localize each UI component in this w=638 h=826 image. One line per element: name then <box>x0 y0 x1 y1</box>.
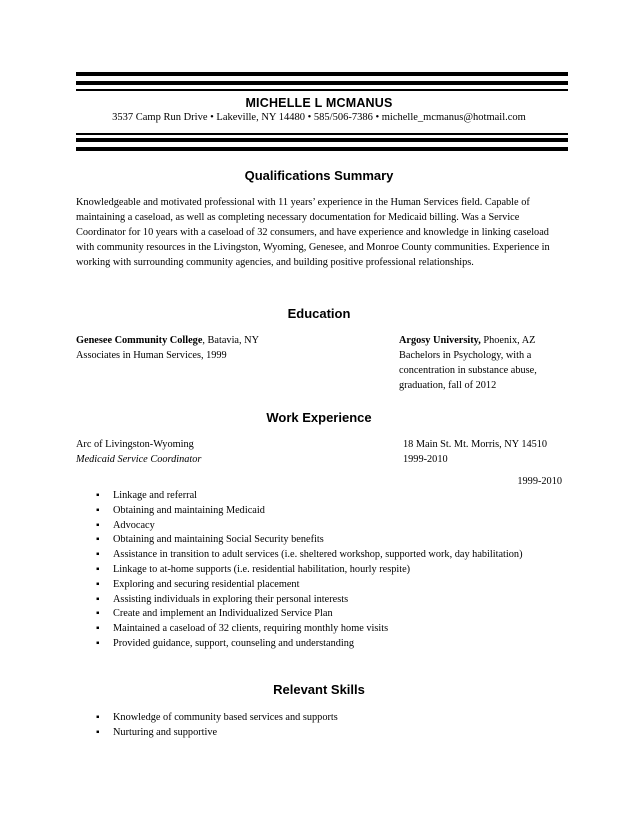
list-item: ▪ Assistance in transition to adult services (i.e. sheltered workshop, supported work, day habilitation) <box>96 548 523 563</box>
list-item: ▪ Assisting individuals in exploring their personal interests <box>96 593 523 608</box>
university-location: Phoenix, AZ <box>480 335 536 346</box>
candidate-name: MICHELLE L MCMANUS <box>245 96 393 110</box>
bottom-rule-thick <box>76 138 568 142</box>
list-item: ▪ Advocacy <box>96 519 523 534</box>
college-name: Genesee Community College <box>76 335 203 346</box>
skills-bullets <box>96 711 338 741</box>
employment-dates: 1999-2010 <box>403 454 448 465</box>
work-bullets <box>96 489 523 652</box>
university-name: Argosy University, <box>399 335 481 346</box>
university-degree-line: Bachelors in Psychology, with a <box>399 350 532 361</box>
employer-address-block <box>403 437 547 467</box>
list-item: ▪ Knowledge of community based services and supports <box>96 711 338 726</box>
qualifications-text: Knowledgeable and motivated professional with 11 years’ experience in the Human Services field. Capable of maintaining a caseload, as well as completing necessary documentation for Medicaid billing. Was a Service Coordinator for 10 years with a caseload of 32 consumers, and have experience and knowledge in linking caseload with community resources in the Livingston, Wyoming, Genesee, and Monroe County communities. Experience in working with surrounding community agencies, and building positive professional relationships. <box>76 197 550 268</box>
skills-heading: Relevant Skills <box>273 682 365 697</box>
university-degree-line: graduation, fall of 2012 <box>399 380 497 391</box>
top-rule-thick <box>76 72 568 76</box>
employer-name: Arc of Livingston-Wyoming <box>76 439 194 450</box>
employer-address: 18 Main St. Mt. Morris, NY 14510 <box>403 439 548 450</box>
list-item: ▪ Linkage and referral <box>96 489 523 504</box>
education-right <box>399 333 537 393</box>
top-rule-thin <box>76 89 568 91</box>
list-item: ▪ Create and implement an Individualized Service Plan <box>96 607 523 622</box>
list-item: ▪ Nurturing and supportive <box>96 726 338 741</box>
education-left <box>76 333 259 363</box>
top-rule-thick-2 <box>76 81 568 85</box>
job-title: Medicaid Service Coordinator <box>76 454 202 465</box>
work-heading: Work Experience <box>266 410 372 425</box>
education-heading: Education <box>287 306 351 321</box>
bottom-rule-thin <box>76 133 568 135</box>
list-item: ▪ Provided guidance, support, counseling and understanding <box>96 637 523 652</box>
list-item: ▪ Linkage to at-home supports (i.e. residential habilitation, hourly respite) <box>96 563 523 578</box>
list-item: ▪ Obtaining and maintaining Social Security benefits <box>96 533 523 548</box>
list-item: ▪ Obtaining and maintaining Medicaid <box>96 504 523 519</box>
employer-block <box>76 437 201 467</box>
list-item: ▪ Maintained a caseload of 32 clients, requiring monthly home visits <box>96 622 523 637</box>
college-degree: Associates in Human Services, 1999 <box>76 350 227 361</box>
list-item: ▪ Exploring and securing residential placement <box>96 578 523 593</box>
contact-line: 3537 Camp Run Drive • Lakeville, NY 14480 • 585/506-7386 • michelle_mcmanus@hotmail.com <box>112 112 526 123</box>
university-degree-line: concentration in substance abuse, <box>399 365 537 376</box>
employment-dates-right: 1999-2010 <box>517 476 562 487</box>
bottom-rule-thick-2 <box>76 147 568 151</box>
college-line <box>76 333 259 348</box>
college-location: , Batavia, NY <box>202 335 260 346</box>
university-line <box>399 333 537 348</box>
qualifications-heading: Qualifications Summary <box>244 168 394 183</box>
